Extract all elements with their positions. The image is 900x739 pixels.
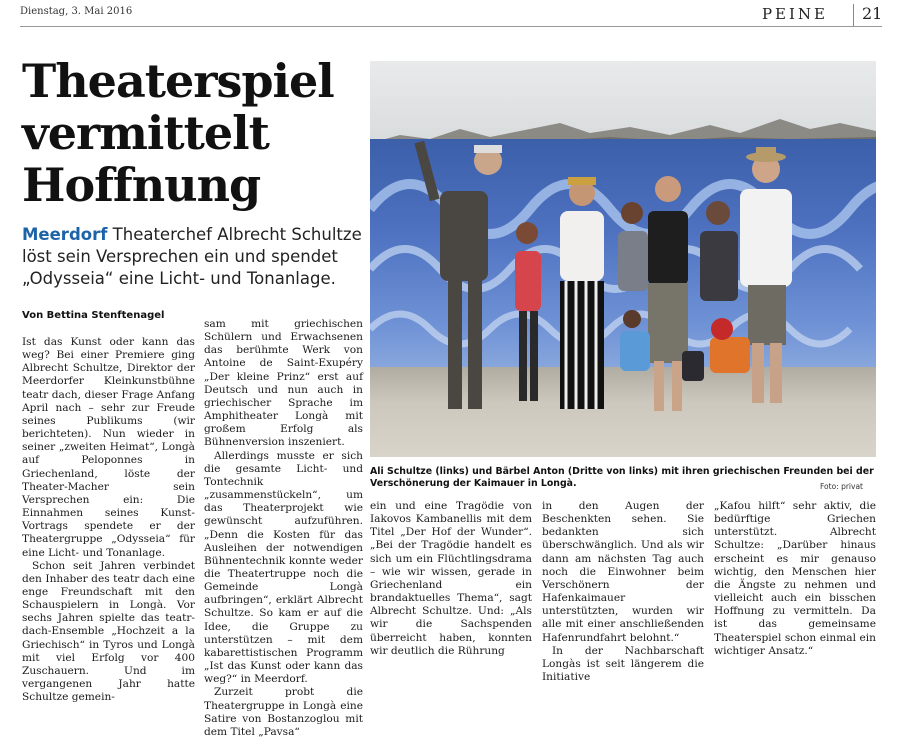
lead-text: Theaterchef Albrecht Schultze löst sein Versprechen ein und spendet „Odysseia“ eine Licht- und Tonanlage.: [22, 225, 362, 288]
column-5: [714, 500, 876, 658]
byline: Von Bettina Stenftenagel: [22, 310, 165, 321]
paragraph: Ist das Kunst oder kann das weg? Bei einer Premiere ging Albrecht Schultze, Direktor der Meerdorfer Kleinkunstbühne teatr dach, dieser Frage Anfang April nach – sehr zur Freude seines Publikums (wir berichteten). Nun wieder in seiner „zweiten Heimat“, Longà auf Peloponnes in Griechenland, löste der Theater-Macher sein Versprechen ein: Die Einnahmen seines Kunst-Vortrags spendete er der Theatergruppe „Odysseia“ für eine Licht- und Tonanlage.: [22, 336, 195, 559]
lead-keyword: Meerdorf: [22, 225, 108, 244]
column-1: [22, 336, 195, 704]
page-header-date: Dienstag, 3. Mai 2016: [20, 6, 133, 17]
photo-credit: Foto: privat: [820, 482, 863, 491]
photo-caption: Ali Schultze (links) und Bärbel Anton (Dritte von links) mit ihren griechischen Freunden bei der Verschönerung der Kaimauer in Longà.: [370, 466, 874, 489]
column-3: [370, 500, 532, 658]
page-header-separator: [853, 4, 854, 26]
article-photo: [370, 61, 876, 457]
paragraph: Zurzeit probt die Theatergruppe in Longà eine Satire von Bostanzoglou mit dem Titel „Pavsa“: [204, 686, 363, 738]
paragraph: In der Nachbarschaft Longàs ist seit längerem die Initiative: [542, 644, 704, 684]
column-4: [542, 500, 704, 684]
paragraph: in den Augen der Beschenkten sehen. Sie bedankten sich überschwänglich. Und als wir dann am nächsten Tag auch noch die Einwohner beim Verschönern der Hafenkaimauer unterstützten, wurden wir alle mit einer anschließenden Hafenrundfahrt belohnt.“: [542, 500, 704, 644]
paragraph: ein und eine Tragödie von Iakovos Kambanellis mit dem Titel „Der Hof der Wunder“. „Bei der Tragödie handelt es sich um ein Flüchtlingsdrama – wie wir wissen, gerade in Griechenland ein brandaktuelles Thema“, sagt Albrecht Schultze. Und: „Als wir die Sachspenden überreicht haben, konnten wir deutlich die Rührung: [370, 500, 532, 657]
paragraph: „Kafou hilft“ sehr aktiv, die bedürftige Griechen unterstützt. Albrecht Schultze: „Darüber hinaus erscheint es mir genauso wichtig, den Menschen hier die Ängste zu nehmen und vielleicht auch ein bisschen Hoffnung zu vermitteln. Da ist das gemeinsame Theaterspiel schon einmal ein wichtiger Ansatz.“: [714, 500, 876, 657]
page-header-section: PEINE: [761, 5, 828, 23]
paragraph: Schon seit Jahren verbindet den Inhaber des teatr dach eine enge Freundschaft mit den Schauspielern in Longà. Vor sechs Jahren spielte das teatr-dach-Ensemble „Hochzeit a la Griechisch“ in Tyros und Longà mit viel Erfolg vor 400 Zuschauern. Und im vergangenen Jahr hatte Schultze gemein-: [22, 559, 195, 704]
headline: Theaterspiel vermittelt Hoffnung: [22, 54, 334, 212]
column-2: [204, 318, 363, 739]
page-header-rule: [20, 26, 882, 27]
photo-people: [370, 61, 876, 457]
paragraph: sam mit griechischen Schülern und Erwachsenen das berühmte Werk von Antoine de Saint-Exupéry „Der kleine Prinz“ erst auf Deutsch und nun auch in griechischer Sprache im Amphitheater Longà mit großem Erfolg als Bühnenversion inszeniert.: [204, 318, 363, 449]
lead: [22, 224, 367, 290]
paragraph: Allerdings musste er sich die gesamte Licht- und Tontechnik „zusammenstückeln“, um das Theaterprojekt wie gewünscht aufzuführen. „Denn die Kosten für das Ausleihen der notwendigen Bühnentechnik konnte weder die Theatertruppe noch die Gemeinde Longà aufbringen“, erklärt Albrecht Schultze. So kam er auf die Idee, die Gruppe zu unterstützen – mit dem kabarettistischen Programm „Ist das Kunst oder kann das weg?“ in Meerdorf.: [204, 449, 363, 686]
page-number: 21: [862, 4, 883, 23]
